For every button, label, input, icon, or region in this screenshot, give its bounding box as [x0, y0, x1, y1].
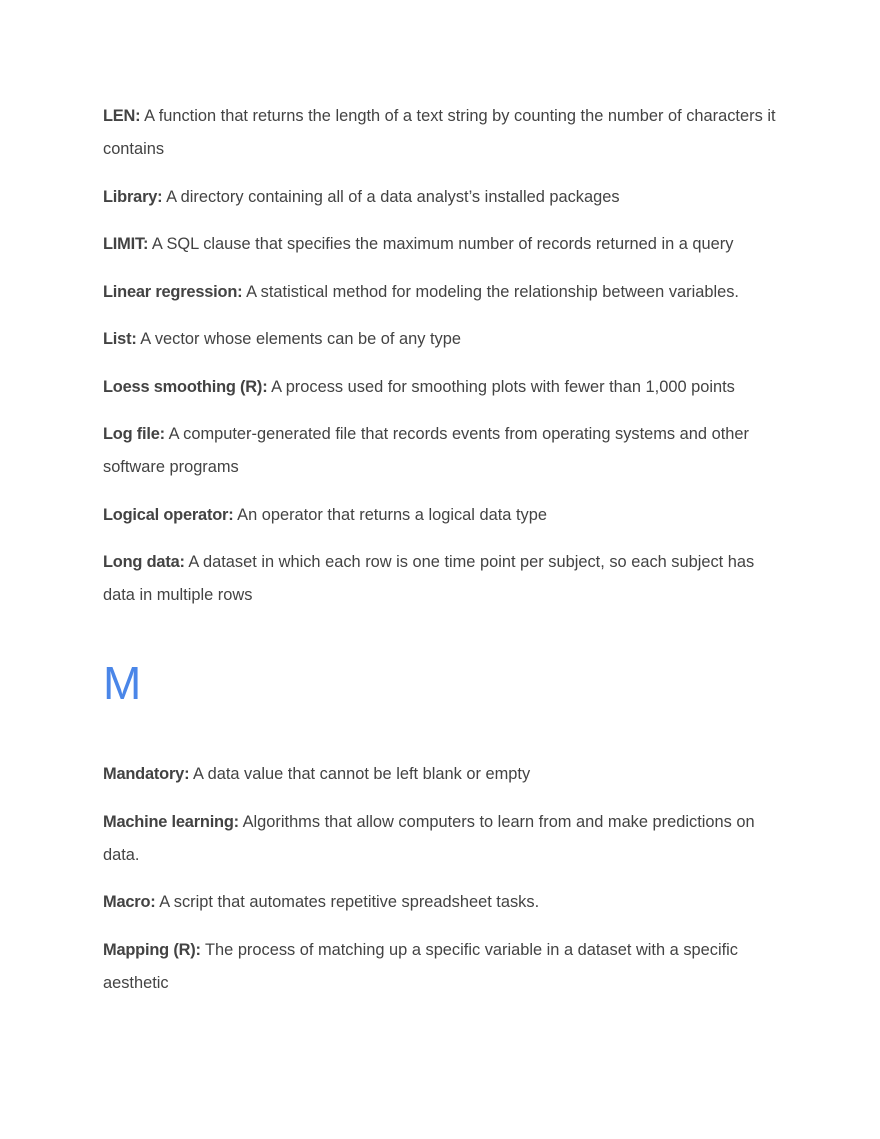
glossary-entry-long-data — [103, 546, 783, 612]
glossary-term: Library: — [103, 187, 163, 206]
glossary-term: Long data: — [103, 553, 185, 571]
glossary-term: Mapping (R): — [103, 940, 201, 959]
section-m-entries — [103, 758, 783, 1000]
glossary-definition: The process of matching up a specific variable in a dataset with a specific aesthetic — [103, 940, 738, 992]
glossary-entry-mandatory — [103, 758, 783, 791]
glossary-entry-loess-smoothing — [103, 371, 783, 404]
glossary-term: Logical operator: — [103, 505, 234, 524]
glossary-entry-machine-learning — [103, 806, 783, 872]
glossary-term: List: — [103, 330, 137, 348]
glossary-definition: A vector whose elements can be of any type — [140, 330, 461, 348]
glossary-entry-library — [103, 181, 783, 214]
section-l-entries — [103, 100, 783, 612]
glossary-entry-list — [103, 323, 783, 356]
glossary-term: LEN: — [103, 107, 141, 125]
glossary-term: Linear regression: — [103, 282, 243, 301]
glossary-term: LIMIT: — [103, 235, 149, 253]
glossary-entry-log-file — [103, 418, 783, 484]
glossary-page — [103, 100, 783, 1014]
glossary-entry-mapping — [103, 934, 783, 1000]
glossary-definition: A process used for smoothing plots with fewer than 1,000 points — [271, 377, 735, 396]
glossary-entry-limit — [103, 228, 783, 261]
glossary-term: Mandatory: — [103, 765, 190, 783]
glossary-definition: A computer-generated file that records events from operating systems and other software programs — [103, 425, 749, 476]
glossary-definition: A function that returns the length of a text string by counting the number of characters it contains — [103, 107, 776, 158]
glossary-entry-len — [103, 100, 783, 166]
glossary-definition: A dataset in which each row is one time point per subject, so each subject has data in multiple rows — [103, 553, 755, 604]
glossary-definition: A directory containing all of a data analyst’s installed packages — [166, 187, 620, 206]
glossary-entry-logical-operator — [103, 499, 783, 532]
glossary-entry-linear-regression — [103, 276, 783, 309]
glossary-term: Machine learning: — [103, 812, 239, 831]
glossary-term: Loess smoothing (R): — [103, 377, 268, 396]
glossary-definition: A data value that cannot be left blank or empty — [193, 765, 531, 783]
glossary-definition: A script that automates repetitive spreadsheet tasks. — [159, 893, 540, 911]
glossary-entry-macro — [103, 886, 783, 919]
glossary-definition: A SQL clause that specifies the maximum number of records returned in a query — [151, 235, 734, 253]
glossary-definition: An operator that returns a logical data type — [237, 505, 547, 524]
glossary-term: Log file: — [103, 425, 165, 443]
glossary-definition: Algorithms that allow computers to learn from and make predictions on data. — [103, 812, 755, 864]
section-heading-m: M — [103, 657, 142, 709]
glossary-definition: A statistical method for modeling the relationship between variables. — [246, 282, 739, 301]
glossary-term: Macro: — [103, 893, 156, 911]
